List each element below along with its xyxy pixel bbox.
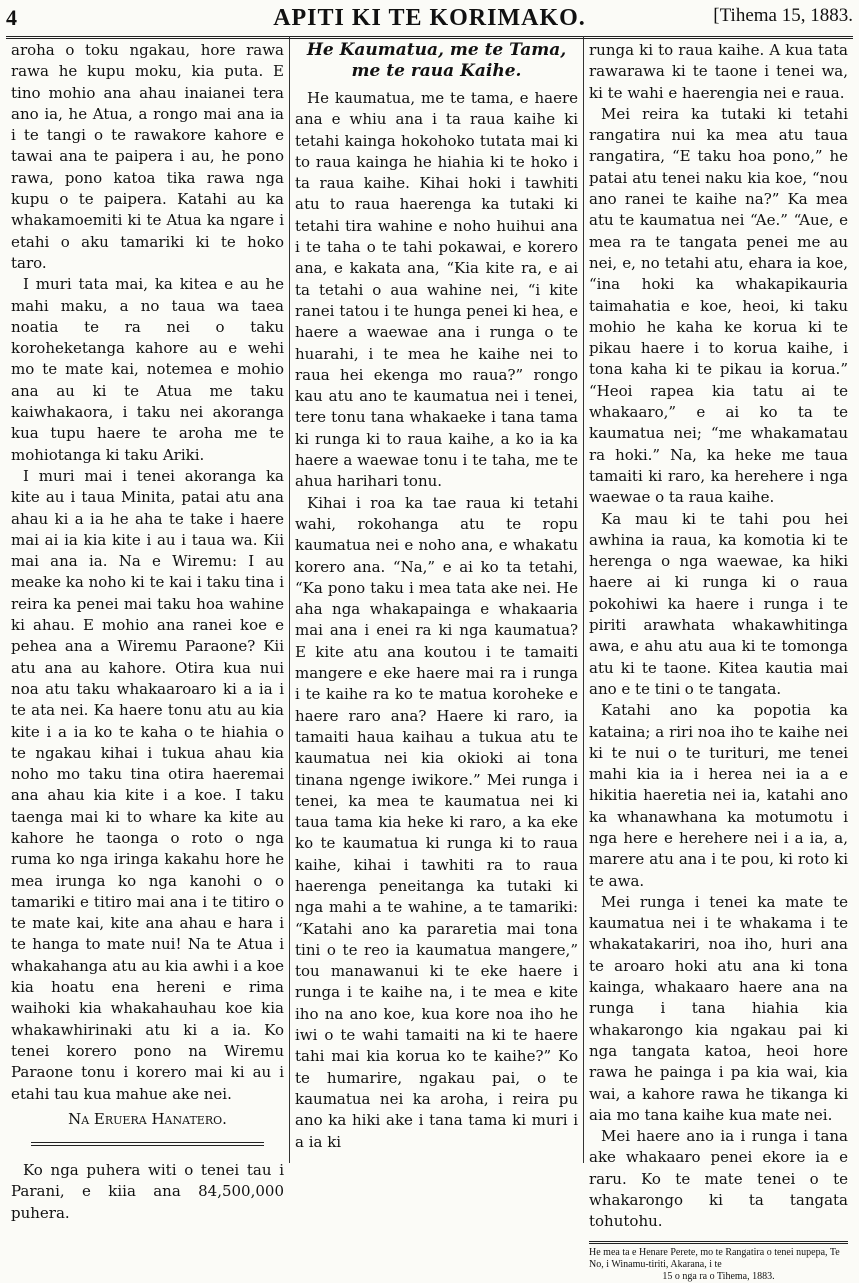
column-1 xyxy=(6,36,289,1222)
paragraph: Kihai i roa ka tae raua ki tetahi wahi, rokohanga atu te ropu kaumatua nei e noho ana, e whakatu korero ana. “Na,” e ai ko ta tetahi, “Ka pono taku i mea tata ake nei. He aha nga whakapainga e whakaaria mai ana i enei ra ki nga kaumatua? E kite atu ana koutou i te tamaiti mangere e eke haere mai ra i runga i te kaihe ra ko te matua koroheke e haere raro ana? Haere ki raro, ia tamaiti haua kaihau a tukua atu te kaumatua nei kia okioki ai tona tinana ngenge iwikore.” Mei runga i tenei, ka mea te kaumatua nei ki taua tama kia heke ki raro, a ka eke ko te kaumatua ki runga ki to raua kaihe, kihai i tawhiti ra to raua haerenga peneitanga ka tutaki ki nga mahi a te wahine, a te tamariki: “Katahi ano ka pararetia mai tona tini o te reo ia kaumatua mangere,” tou manawanui ki te eke haere i runga i te kaihe na, i te mea e kite iho na ano koe, kua kore noa iho he iwi o te wahi tamaiti na ki te haere tahi mai kia korua ko te kaihe?” Ko te humarire, ngakau pai, o te kaumatua nei ka aroha, i reira pu ano ka hiki ake i tana tama ki muri i a ia ki xyxy=(295,493,578,1151)
text-columns xyxy=(6,36,853,1282)
paragraph: Mei runga i tenei ka mate te kaumatua nei i te whakama i te whakatakariri, noa iho, huri ana te aroaro hoki atu ana ki tona kainga, whakaaro haere ana na runga i tana hiahia kia whakarongo kia ngakau pai ki nga tangata katoa, heoi hore rawa he painga i pa kia wai, kia wai, a kahore rawa he tikanga ki aia mo tana kaihe kua mate nei. xyxy=(589,892,848,1124)
column-2 xyxy=(289,36,583,1163)
paragraph: Mei haere ano ia i runga i tana ake whakaaro penei ekore ia e raru. Ko te mate tenei o te whakarongo ki ta tangata tohutohu. xyxy=(589,1127,848,1231)
section-divider xyxy=(31,1142,264,1146)
paragraph: aroha o toku ngakau, hore rawa rawa he kupu moku, kia puta. E tino mohio ana ahau inaianei tera ano ia, he Atua, a rongo mai ana ia i te tangi o te rawakore kahore e tawai ana te paipera i au, he pono rawa, pono katoa tika rawa nga kupu o te paipera. Katahi au ka whakamoemiti ki te Atua ka ngare i etahi o aku tamariki ki te hoko taro. xyxy=(11,41,284,272)
paragraph: He kaumatua, me te tama, e haere ana e whiu ana i ta raua kaihe ki tetahi kainga hokohoko tutata mai ki to raua kainga he hiahia ki te hoko i ta raua kaihe. Kihai hoki i tawhiti atu to raua haerenga ka tutaki ki tetahi tira wahine e noho huihui ana i te taha o te tahi pokawai, e korero ana, e kakata ana, “Kia kite ra, e ai ta tetahi o aua wahine nei, “i kite ranei tatou i te hunga penei ki hea, e haere a waewae ana i runga o te huarahi, i te mea he kaihe nei to raua hei ekenga mo raua?” rongo kau atu ano te kaumatua nei i tenei, tere tonu tana whakaeke i tana tama ki runga ki to raua kaihe, a ko ia ka haere a waewae tonu i te taha, me te ahua harihari tonu. xyxy=(295,89,578,491)
paragraph: Ka mau ki te tahi pou hei awhina ia raua, ka komotia ki te herenga o nga waewae, ka hiki haere ai ki runga ki o raua pokohiwi ka haere i runga i te piriti arawhata whakawhitinga awa, e ahu atu aua ki te tomonga atu ki te taone. Kitea kautia mai ano e te tini o te tangata. xyxy=(589,509,848,698)
page-header xyxy=(6,2,853,39)
paragraph: Katahi ano ka popotia ka kataina; a riri noa iho te kaihe nei ki te nui o te turituri, me tenei mahi kia ia i herea nei ia a e hikitia haeretia nei ia, katahi ano ka whanawhana ka motumotu i nga here e herehere nei i a ia, a, marere atu ana i te pou, ki roto ki te awa. xyxy=(589,701,848,890)
column-3 xyxy=(583,36,853,1282)
issue-date: [Tihema 15, 1883. xyxy=(713,5,853,26)
paragraph: runga ki to raua kaihe. A kua tata rawarawa ki te taone i tenei wa, ki te wahi e haerengia nei e raua. xyxy=(589,41,848,102)
newspaper-title: APITI KI TE KORIMAKO. xyxy=(273,5,586,31)
page-number: 4 xyxy=(6,5,17,30)
paragraph: I muri tata mai, ka kitea e au he mahi maku, a no taua wa taea noatia te ra nei o taku koroheketanga kahore au e wehi mo te mate kai, notemea e mohio ana au ki te Atua me taku kaiwhakaora, i taku nei akoranga kua tupu haere te aroha me te mohiotanga ki taku Ariki. xyxy=(11,275,284,464)
imprint-text: He mea ta e Henare Perete, mo te Rangatira o tenei nupepa, Te No, i Winamu-tiriti, Akarana, i te xyxy=(589,1246,840,1270)
author-signature: Na Eruera Hanatero. xyxy=(68,1109,227,1128)
imprint-date: 15 o nga ra o Tihema, 1883. xyxy=(662,1270,775,1282)
wheat-notice: Ko nga puhera witi o tenei tau i Parani, e kiia ana 84,500,000 puhera. xyxy=(11,1161,284,1222)
article-heading: He Kaumatua, me te Tama, me te raua Kaihe. xyxy=(306,40,567,81)
printer-imprint xyxy=(589,1241,848,1283)
paragraph: I muri mai i tenei akoranga ka kite au i taua Minita, patai atu ana ahau ki a ia he aha te take i haere mai ai ia kia kite i au i taua wa. Kii mai ana ia. Na e Wiremu: I au meake ka noho ki te kai i taku tina i reira ka penei mai taku hoa wahine ki ahau. E mohio ana ranei koe e pehea ana a Wiremu Paraone? Kii atu ana au kahore. Otira kua nui noa atu taku whakaaroaro ki a ia i te ata nei. Ka haere tonu atu au kia kite i a ia ko te kaha o te hiahia o te ngakau kihai i tukua ahau kia noho mo taku tina otira haeremai ana ahau kia kite i a koe. I taku taenga mai ki to whare ka kite au kahore he taonga o roto o nga ruma ko nga iringa kakahu hore he mea irunga ko nga kanohi o o tamariki e titiro mai ana i te titiro o te mate kai, kite ana ahau e hara i te hanga to mate nui! Na te Atua i whakahanga atu au kia awhi i a koe kia hoatu ena hereni e rima waihoki kia whakahauhau koe kia whakawhirinaki atu ki a ia. Ko tenei korero pono na Wiremu Paraone tonu i korero mai ki au i etahi tau kua mahue ake nei. xyxy=(11,466,284,1103)
paragraph: Mei reira ka tutaki ki tetahi rangatira nui ka mea atu taua rangatira, “E taku hoa pono,” he patai atu tenei naku kia koe, “nou ano ranei te kaihe na?” Ka mea atu te kaumatua nei “Ae.” “Aue, e mea ra te tangata penei me au nei, e, no tetahi atu, ehara ia koe, “ina hoki ka whakapikauria taimahatia e koe, heoi, ki taku mohio he kaha ke korua ki te pikau haere i to korua kaihe, i tona kaha ki te pikau ia korua.” “Heoi rapea kia tatu ai te whakaaro,” e ai ko ta te kaumatua nei; “me whakamatau ra hoki.” Na, ka heke me taua tamaiti ki raro, ka herehere i nga waewae o ta raua kaihe. xyxy=(589,104,848,507)
